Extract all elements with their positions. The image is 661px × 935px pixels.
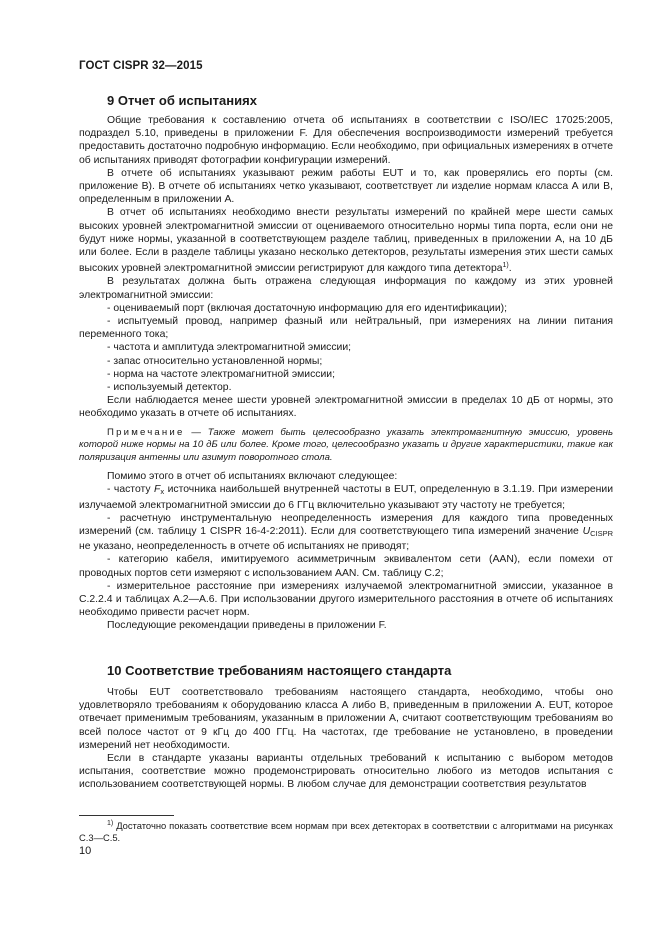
symbol-subscript: x [160, 487, 165, 497]
list-text: не указано, неопределенность в отчете об испытаниях не приводят; [79, 541, 410, 553]
paragraph: Последующие рекомендации приведены в приложении F. [107, 620, 387, 632]
section-9-heading: 9 Отчет об испытаниях [107, 93, 257, 108]
paragraph: Помимо этого в отчет об испытаниях включают следующее: [107, 471, 398, 483]
list-item: - оцениваемый порт (включая достаточную информацию для его идентификации); [107, 302, 507, 314]
footnote-divider [79, 815, 174, 816]
footnote-mark: 1) [107, 820, 114, 827]
list-item: - испытуемый провод, например фазный или нейтральный, при измерениях на линии питания переменного тока; [79, 316, 613, 341]
paragraph: В результатах должна быть отражена следующая информация по каждому из этих уровней электромагнитной эмиссии: [79, 276, 613, 301]
list-item: - запас относительно установленной нормы; [107, 355, 323, 367]
list-item: - категорию кабеля, имитируемого асимметричным эквивалентом сети (AAN), если помехи от проводных портов сети измеряют с использованием AAN. См. таблицу С.2; [79, 554, 613, 579]
note-label: Примечание [107, 426, 185, 438]
list-item [79, 512, 613, 554]
symbol-u: U [582, 525, 591, 537]
paragraph: В отчете об испытаниях указывают режим работы EUT и то, как проверялись его порты (см. приложение В). В отчете об испытаниях четко указывают, соответствует ли изделие нормам класса А или В, определенным в приложении А. [79, 167, 613, 206]
section-10-body [79, 686, 613, 792]
note-text: — Также может быть целесообразно указать электромагнитную эмиссию, уровень которой ниже нормы на 10 дБ или более. Кроме того, целесообразно указать и другие характеристики, такие как поляризация антенны или азимут поворотного стола. [79, 426, 613, 463]
paragraph-text: В отчет об испытаниях необходимо внести результаты измерений по крайней мере шести самых высоких уровней электромагнитной эмиссии от оцениваемого относительно нормы типа порта, если они не будут ниже нормы, указанной в соответствующем разделе таблиц, приведенных в приложении А, на 10 дБ или более. Если в разделе таблицы указано несколько детекторов, результаты измерения этих шести самых высоких уровней электромагнитной эмиссии регистрируют для каждого типа детектора [79, 207, 613, 275]
symbol-f: F [154, 484, 161, 496]
list-text: - частоту [107, 484, 155, 496]
section-9-body [79, 114, 613, 633]
list-text: - расчетную инструментальную неопределенность измерения для каждого типа проведенных измерений (см. таблицу 1 CISPR 16-4-2:2011). Если для соответствующего типа измерений значение [79, 512, 613, 537]
document-header: ГОСТ CISPR 32—2015 [79, 60, 203, 72]
list-item: - используемый детектор. [107, 382, 232, 394]
paragraph [79, 206, 613, 275]
footnote-text: Достаточно показать соответствие всем нормам при всех детекторах в соответствии с алгоритмами на рисунках С.3—С.5. [79, 820, 613, 844]
list-item: - измерительное расстояние при измерениях излучаемой электромагнитной эмиссии, указанное в С.2.2.4 и таблицах А.2—А.6. При использовании другого измерительного расстояния в отчете об испытаниях необходимо привести расчет норм. [79, 580, 613, 619]
paragraph: Если в стандарте указаны варианты отдельных требований к испытанию с выбором методов испытания, соответствие можно продемонстрировать относительно любого из методов испытания с использованием соответствующей нормы. В любом случае для демонстрации соответствия результатов [79, 753, 613, 791]
section-10-heading: 10 Соответствие требованиям настоящего стандарта [107, 663, 452, 678]
paragraph: Чтобы EUT соответствовало требованиям настоящего стандарта, необходимо, чтобы оно удовлетворяло требованиям к оборудованию класса А либо В, приведенным в приложении А. EUT, которое отвечает применимым требованиям, указанным в приложении А, считают соответствующим требованиям во всей полосе частот от 9 кГц до 400 ГГц. На частотах, где требование не установлено, в проведении измерений нет необходимости. [79, 687, 613, 751]
list-item: - частота и амплитуда электромагнитной эмиссии; [107, 342, 352, 354]
paragraph: Общие требования к составлению отчета об испытаниях в соответствии с ISO/IEC 17025:2005, подраздел 5.10, приведены в приложении F. Для обеспечения воспроизводимости измерений требуется предоставить достаточно подробную информацию. Если необходимо, при официальных измерениях в отчете об испытаниях приводят фотографии конфигурации измерений. [79, 115, 613, 166]
paragraph-end: . [508, 263, 512, 275]
note [79, 427, 613, 465]
symbol-subscript: CISPR [590, 528, 613, 538]
list-text: источника наибольшей внутренней частоты в EUT, определенную в 3.1.19. При измерении излучаемой электромагнитной эмиссии до 6 ГГц включительно указывают эту частоту не требуется; [79, 484, 614, 511]
footnote [79, 818, 613, 845]
footnote-reference: 1) [502, 262, 509, 270]
list-item [79, 483, 613, 511]
page-number: 10 [79, 845, 92, 857]
list-item: - норма на частоте электромагнитной эмиссии; [107, 368, 335, 380]
paragraph: Если наблюдается менее шести уровней электромагнитной эмиссии в пределах 10 дБ от нормы, это необходимо указать в отчете об испытаниях. [79, 395, 613, 420]
